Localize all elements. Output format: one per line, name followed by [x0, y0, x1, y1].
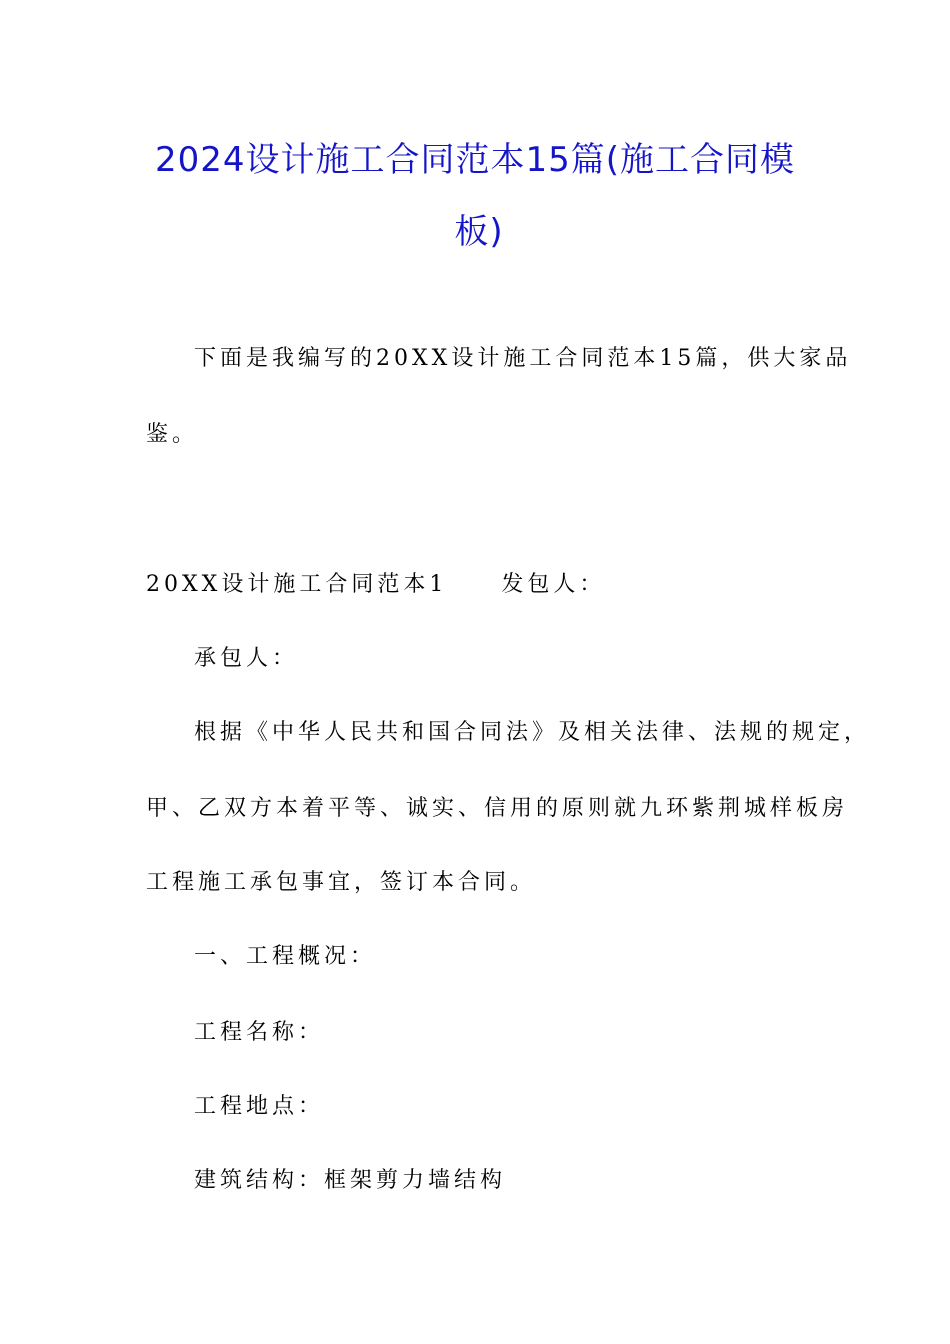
basis-paragraph-line-2: 甲、乙双方本着平等、诚实、信用的原则就九环紫荆城样板房: [146, 796, 849, 821]
employer-label: 发包人：: [501, 572, 606, 597]
intro-paragraph-line-1: 下面是我编写的20XX设计施工合同范本15篇，供大家品: [194, 346, 852, 371]
clause-1-heading: 一、工程概况：: [194, 944, 377, 969]
basis-paragraph-line-3: 工程施工承包事宜，签订本合同。: [146, 870, 537, 895]
basis-paragraph-line-1: 根据《中华人民共和国合同法》及相关法律、法规的规定，: [194, 720, 871, 745]
contractor-label: 承包人：: [194, 646, 299, 671]
intro-paragraph-line-2: 鉴。: [146, 422, 199, 447]
section-heading: 20XX设计施工合同范本1: [146, 572, 448, 597]
project-location-label: 工程地点：: [194, 1094, 325, 1119]
project-name-label: 工程名称：: [194, 1020, 325, 1045]
section-heading-row: [146, 570, 605, 600]
document-title-line-1: 2024设计施工合同范本15篇(施工合同模: [154, 140, 796, 180]
document-title-line-2: 板): [454, 212, 504, 252]
structure-line: 建筑结构：框架剪力墙结构: [194, 1168, 507, 1193]
